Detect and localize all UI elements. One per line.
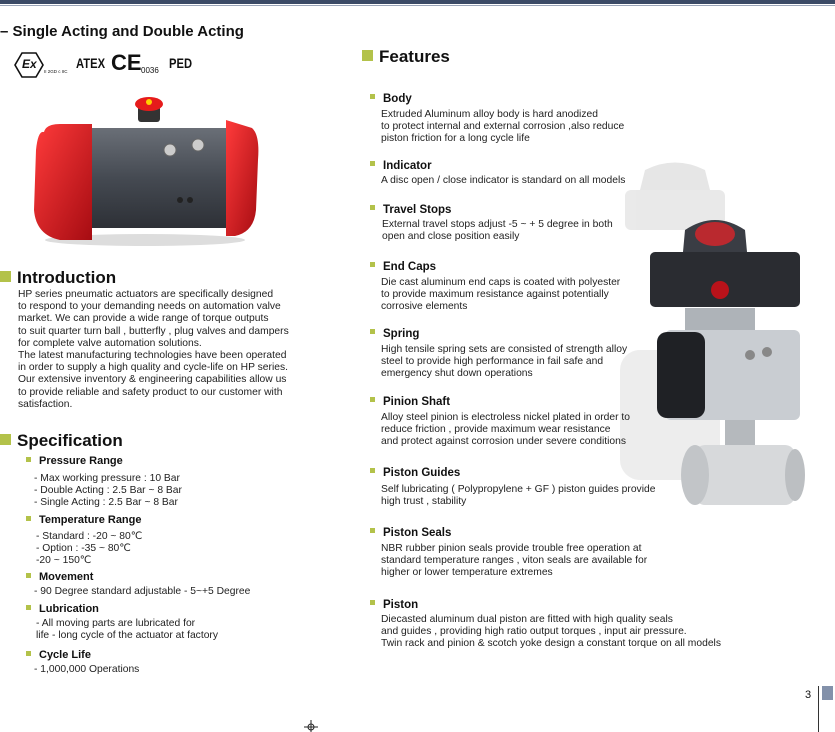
- actuator-image: [30, 90, 260, 250]
- spec-pressure-range-title: Pressure Range: [26, 455, 123, 467]
- feature-indicator-text: A disc open / close indicator is standard on all models: [381, 175, 626, 186]
- feature-end-caps-title: End Caps: [370, 261, 436, 273]
- feature-pinion-shaft-title: Pinion Shaft: [370, 396, 450, 408]
- atex-mark: ATEX: [76, 55, 106, 71]
- feature-piston-title: Piston: [370, 599, 418, 611]
- feature-body-text: Extruded Aluminum alloy body is hard anodized to protect internal and external corrosion ,also reduce piston friction for a long cycle life: [381, 109, 625, 144]
- spec-lubrication-title: Lubrication: [26, 603, 99, 615]
- cert-logos: [14, 52, 194, 80]
- spec-temperature-range-title: Temperature Range: [26, 514, 142, 526]
- bullet-icon: [370, 397, 375, 402]
- feature-indicator-title: Indicator: [370, 160, 432, 172]
- spec-cycle-life-title: Cycle Life: [26, 649, 91, 661]
- spec-lubrication-text: - All moving parts are lubricated for life - long cycle of the actuator at factory: [36, 618, 219, 642]
- page-number: 3: [805, 689, 812, 701]
- bullet-icon: [370, 161, 375, 166]
- feature-body-title: Body: [370, 93, 412, 105]
- ped-mark: PED: [169, 55, 193, 71]
- page-number-divider: [818, 686, 819, 732]
- feature-pinion-shaft-text: Alloy steel pinion is electroless nickel plated in order to reduce friction , provide maximum wear resistance and protect against corrosion under severe conditions: [381, 412, 630, 447]
- feature-piston-guides-title: Piston Guides: [370, 467, 460, 479]
- feature-piston-seals-text: NBR rubber pinion seals provide trouble free operation at standard temperature ranges , viton seals are available for higher or lower temperature extremes: [381, 543, 648, 578]
- bullet-icon: [370, 528, 375, 533]
- bullet-icon: [26, 457, 31, 462]
- specification-heading: Specification: [0, 431, 123, 451]
- bullet-icon: [26, 605, 31, 610]
- bullet-icon: [370, 205, 375, 210]
- ex-subtext: II 2GD c IIC: [44, 69, 68, 74]
- ex-mark: Ex: [22, 57, 37, 71]
- section-square-icon: [0, 271, 11, 282]
- bullet-icon: [26, 516, 31, 521]
- feature-spring-title: Spring: [370, 328, 419, 340]
- spec-movement-title: Movement: [26, 571, 93, 583]
- header-title: Single Acting and Double Acting: [12, 23, 244, 40]
- introduction-heading: Introduction: [0, 268, 116, 288]
- bullet-icon: [370, 600, 375, 605]
- feature-piston-seals-title: Piston Seals: [370, 527, 451, 539]
- feature-travel-stops-text: External travel stops adjust -5 ~ + 5 degree in both open and close position easily: [382, 219, 613, 242]
- feature-piston-guides-text: Self lubricating ( Polypropylene + GF ) piston guides provide high trust , stability: [381, 484, 656, 507]
- crop-mark-icon: [304, 720, 318, 732]
- spec-movement-text: - 90 Degree standard adjustable - 5~+5 Degree: [34, 586, 251, 597]
- section-square-icon: [362, 50, 373, 61]
- ce-mark: CE: [111, 50, 142, 75]
- features-heading: Features: [362, 47, 450, 67]
- introduction-section: [0, 268, 116, 288]
- bullet-icon: [26, 651, 31, 656]
- page-number-tab: [822, 686, 833, 700]
- spec-temperature-range-text: - Standard : -20 ~ 80℃ - Option : -35 ~ 80℃ -20 ~ 150℃: [36, 531, 143, 567]
- feature-end-caps-text: Die cast aluminum end caps is coated with polyester to provide maximum resistance against potentially corrosive elements: [381, 277, 621, 312]
- bullet-icon: [370, 329, 375, 334]
- feature-spring-text: High tensile spring sets are consisted of strength alloy steel to provide high performance in fail safe and emergency shut down operations: [381, 344, 628, 379]
- top-rule: [0, 0, 835, 4]
- ce-code: 0036: [141, 66, 159, 75]
- bullet-icon: [370, 94, 375, 99]
- top-rule-thin: [0, 5, 835, 6]
- spec-cycle-life-text: - 1,000,000 Operations: [34, 664, 140, 675]
- bullet-icon: [26, 573, 31, 578]
- feature-piston-text: Diecasted aluminum dual piston are fitted with high quality seals and guides , providing high ratio output torques , input air pressure. Twin rack and pinion & scotch yoke design a constant torque on all models: [381, 614, 721, 649]
- introduction-text: HP series pneumatic actuators are specifically designed to respond to your demanding needs on automation valve market. We can provide a wide range of torque outputs to suit quarter turn ball , butterfly , plug valves and dampers for complete valve automation solutions. The latest manufacturing technologies have been operated in order to supply a high quality and cycle-life on HP series. Our extensive inventory & engineering capabilities allow us to provide reliable and safety product to our customer with satisfaction.: [18, 289, 289, 410]
- valve-assembly-image: [615, 160, 810, 540]
- bullet-icon: [370, 468, 375, 473]
- section-square-icon: [0, 434, 11, 445]
- feature-travel-stops-title: Travel Stops: [370, 204, 451, 216]
- bullet-icon: [370, 262, 375, 267]
- page-header: – Single Acting and Double Acting: [0, 23, 244, 40]
- spec-pressure-range-text: - Max working pressure : 10 Bar - Double Acting : 2.5 Bar ~ 8 Bar - Single Acting : 2.5 Bar ~ 8 Bar: [34, 473, 182, 509]
